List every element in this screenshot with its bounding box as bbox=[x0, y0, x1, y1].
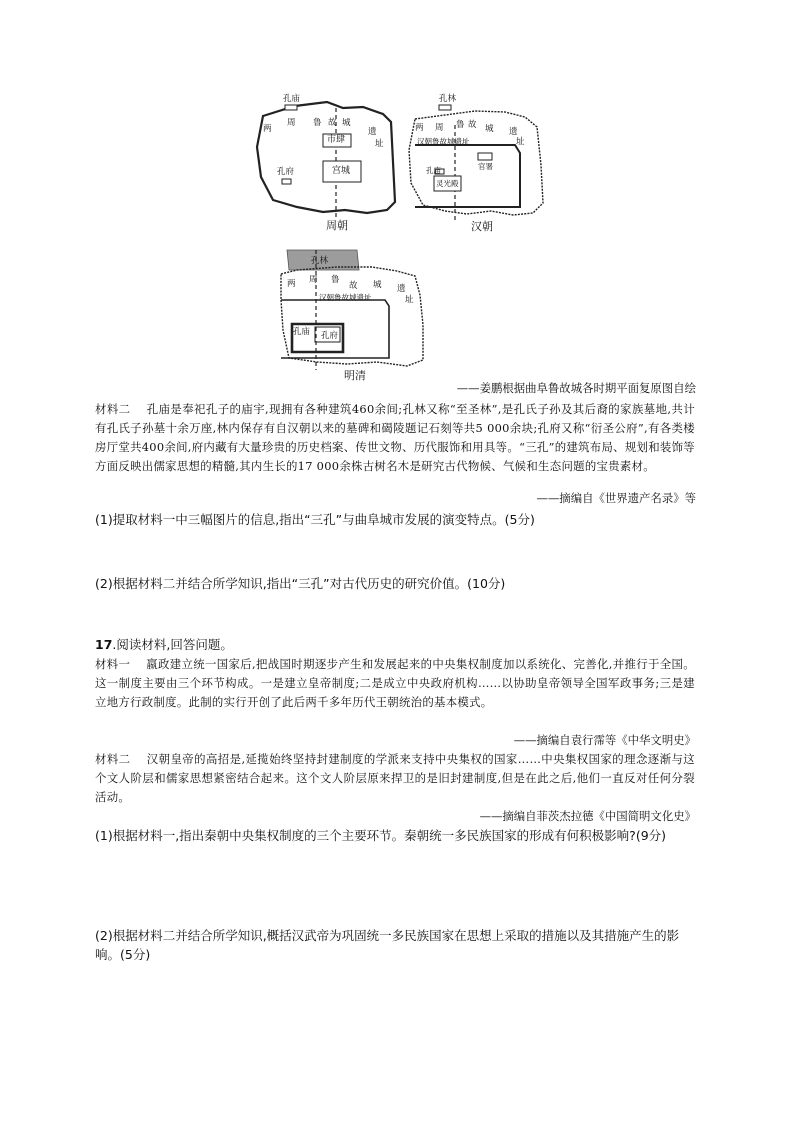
label-han-ruins: 汉朝鲁故城遗址 bbox=[319, 293, 372, 302]
label-shisi: 市肆 bbox=[327, 135, 346, 145]
q17-material2-body: 汉朝皇帝的高招是,延揽始终坚持封建制度的学派来支持中央集权的国家……中央集权国家的理念逐渐与这个文人阶层和儒家思想紧密结合起来。这个文人阶层原来捍卫的是旧封建制度,但是在此之后,他们一直反对任何分裂活动。 bbox=[95, 752, 695, 804]
label-kongmiao: 孔庙 bbox=[426, 166, 441, 175]
question-17-1: (1)根据材料一,指出秦朝中央集权制度的三个主要环节。秦朝统一多民族国家的形成有何积极影响?(9分) bbox=[95, 828, 667, 843]
source-q17-material2: ——摘编自菲茨杰拉德《中国简明文化史》 bbox=[479, 809, 696, 823]
label-han-ruins: 汉朝鲁故城遗址 bbox=[417, 137, 470, 146]
source-q17-material1: ——摘编自袁行霈等《中华文明史》 bbox=[513, 733, 696, 747]
wall-char: 遗 bbox=[397, 284, 406, 294]
label-kongmiao: 孔庙 bbox=[283, 94, 301, 104]
wall-char: 周 bbox=[309, 275, 318, 285]
question-number: 17 bbox=[95, 637, 113, 652]
map-zhou bbox=[255, 92, 405, 237]
label-lingguang: 灵光殿 bbox=[436, 179, 459, 188]
q17-material1-body: 嬴政建立统一国家后,把战国时期逐步产生和发展起来的中央集权制度加以系统化、完善化,并推行于全国。这一制度主要由三个环节构成。一是建立皇帝制度;二是成立中央政府机构……以协助皇帝领导全国军政事务;三是建立地方行政制度。此制的实行开创了此后两千多年历代王朝统治的基本模式。 bbox=[95, 657, 695, 709]
wall-char: 城 bbox=[342, 118, 351, 128]
map-han bbox=[405, 95, 555, 237]
wall-char: 址 bbox=[516, 137, 525, 147]
wall-char: 鲁 bbox=[456, 120, 465, 130]
label-guanshu: 官署 bbox=[478, 162, 493, 171]
map-zhou-drawing bbox=[255, 92, 405, 237]
wall-char: 址 bbox=[405, 295, 414, 305]
wall-char: 故 bbox=[349, 281, 358, 291]
wall-char: 遗 bbox=[368, 127, 377, 137]
wall-char: 周 bbox=[435, 123, 444, 133]
label-gongcheng: 宫城 bbox=[332, 166, 351, 176]
wall-char: 城 bbox=[373, 280, 382, 290]
question-17-2: (2)根据材料二并结合所学知识,概括汉武帝为巩固统一多民族国家在思想上采取的措施以及其措施产生的影响。(5分) bbox=[95, 928, 680, 962]
wall-char: 鲁 bbox=[313, 118, 322, 128]
label-kongmiao: 孔庙 bbox=[293, 327, 311, 337]
question-16-2: (2)根据材料二并结合所学知识,指出“三孔”对古代历史的研究价值。(10分) bbox=[95, 576, 506, 591]
map-caption: 周朝 bbox=[326, 219, 348, 232]
label-kongfu: 孔府 bbox=[277, 167, 295, 177]
wall-char: 鲁 bbox=[331, 275, 340, 285]
wall-char: 故 bbox=[328, 118, 337, 128]
label-konglin: 孔林 bbox=[439, 94, 457, 104]
material2 bbox=[95, 400, 695, 476]
question-17-text: .阅读材料,回答问题。 bbox=[112, 637, 233, 652]
source-material2: ——摘编自《世界遗产名录》等 bbox=[536, 491, 696, 505]
wall-char: 遗 bbox=[509, 127, 518, 137]
q17-material2-title: 材料二 bbox=[95, 752, 131, 766]
wall-char: 周 bbox=[287, 118, 296, 128]
question-16-1: (1)提取材料一中三幅图片的信息,指出“三孔”与曲阜城市发展的演变特点。(5分) bbox=[95, 512, 535, 527]
map-caption: 汉朝 bbox=[471, 220, 493, 233]
label-kongfu: 孔府 bbox=[321, 331, 339, 341]
map-caption: 明清 bbox=[344, 369, 366, 382]
label-konglin: 孔林 bbox=[311, 256, 329, 266]
material2-body: 孔庙是奉祀孔子的庙宇,现拥有各种建筑460余间;孔林又称“至圣林”,是孔氏子孙及其后裔的家族墓地,共计有孔氏子孙墓十余万座,林内保存有自汉朝以来的墓碑和碣陵题记石刻等共5 000余块;孔府又称“衍圣公府”,有各类楼房厅堂共400余间,府内藏有大量珍贵的历史档案、传世文物、历代服饰和用具等。“三孔”的建筑布局、规划和装饰等方面反映出儒家思想的精髓,其内生长的17 000余株古树名木是研究古代物候、气候和生态问题的宝贵素材。 bbox=[95, 402, 696, 473]
wall-char: 城 bbox=[485, 124, 494, 134]
wall-char: 故 bbox=[468, 120, 477, 130]
question-17-stem bbox=[95, 635, 695, 654]
material2-title: 材料二 bbox=[95, 402, 131, 416]
q17-material1-title: 材料一 bbox=[95, 657, 131, 671]
wall-char: 两 bbox=[287, 279, 296, 289]
wall-char: 址 bbox=[375, 139, 384, 149]
q17-material1 bbox=[95, 655, 695, 712]
map-mingqing bbox=[277, 250, 437, 385]
q17-material2 bbox=[95, 750, 695, 807]
wall-char: 两 bbox=[263, 124, 272, 134]
wall-char: 两 bbox=[415, 123, 424, 133]
map-mingqing-drawing bbox=[277, 250, 437, 385]
source-material1: ——姜鹏根据曲阜鲁故城各时期平面复原图自绘 bbox=[456, 381, 696, 395]
